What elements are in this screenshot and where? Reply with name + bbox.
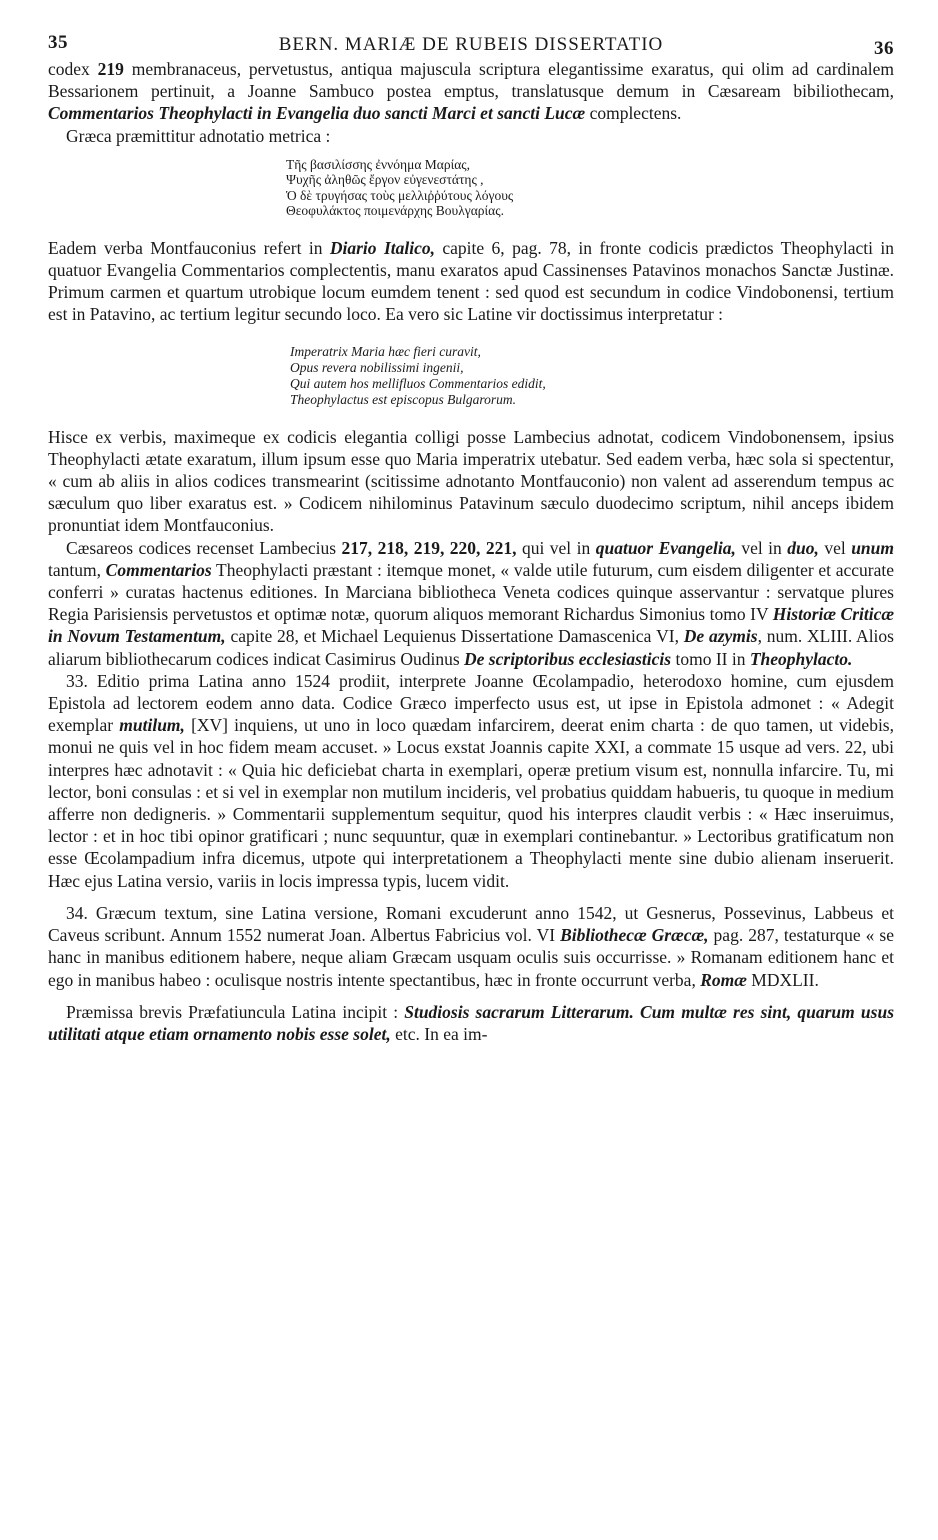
paragraph-section-33: 33. Editio prima Latina anno 1524 prodiit, interprete Joanne Œcolampadio, heterodoxo homine, cum ejusdem Epistola ad lectorem eodem anno data. Codice Græco imperfecto usus est, ut ipse in Epistola admonet : « Adegit exemplar mutilum, [XV] inquiens, ut uno in loco quædam infarcirem, deerat enim charta : de quo tamen, ut videbis, monui ne quis vel in hoc fidem meam accuset. » Locus exstat Joannis capite XXI, a commate 15 usque ad vers. 22, ubi interpres hæc adnotavit : « Quia hic deficiebat charta in exemplari, operæ pretium visum est, nonnulla infarcire. Tu, mi lector, boni consulas : et si vel in exemplar non mutilum incideris, vel probatius quiddam habueris, tu quoque in medium afferre non dedigneris. » Commentarii supplementum sequitur, quod his interpres claudit verbis : « Hæc inseruimus, lector : et in hoc tibi opinor gratificari ; nunc sequuntur, quæ in exemplari continebantur. » Lectoribus gratificatum non esse Œcolampadium infra dicemus, utpote qui interpretationem a Theophylacti mente sine dubio alienam inseruerit. Hæc ejus Latina versio, variis in locis impressa typis, lucem vidit. bbox=[48, 670, 894, 891]
running-title: BERN. MARIÆ DE RUBEIS DISSERTATIO bbox=[278, 34, 664, 55]
greek-verse-block bbox=[286, 157, 894, 219]
paragraph-caesareos-codices: Cæsareos codices recenset Lambecius 217, 218, 219, 220, 221, qui vel in quatuor Evangelia, vel in duo, vel unum tantum, Commentarios Theophylacti præstant : itemque monet, « valde utile futurum, cum eisdem diligenter et accurate conferri » curatas hactenus editiones. In Marciana bibliotheca Veneta codices quinque asservantur : servatque plures Regia Parisiensis pervetustos et optimæ notæ, quorum aliquos memorant Richardus Simonius tomo IV Historiæ Criticæ in Novum Testamentum, capite 28, et Michael Lequienus Dissertatione Damascenica VI, De azymis, num. XLIII. Alios aliarum bibliothecarum codices indicat Casimirus Oudinus De scriptoribus ecclesiasticis tomo II in Theophylacto. bbox=[48, 537, 894, 669]
paragraph-praefatiuncula: Præmissa brevis Præfatiuncula Latina incipit : Studiosis sacrarum Litterarum. Cum multæ res sint, quarum usus utilitati atque etiam ornamento nobis esse solet, etc. In ea im- bbox=[48, 1001, 894, 1044]
paragraph-section-34: 34. Græcum textum, sine Latina versione, Romani excuderunt anno 1542, ut Gesnerus, Possevinus, Labbeus et Caveus scribunt. Annum 1552 numerat Joan. Albertus Fabricius vol. VI Bibliothecæ Græcæ, pag. 287, testaturque « se hanc in manibus editionem habere, neque aliam Græcam usquam oculis suis occurrisse. » Romanam editionem hanc et ego in manibus habeo : oculisque nostris intente spectantibus, hæc in fronte occurrunt verba, Romæ MDXLII. bbox=[48, 902, 894, 990]
paragraph-codex-219: codex 219 membranaceus, pervetustus, antiqua majuscula scriptura elegantissime exaratus, qui olim ad cardinalem Bessarionem pertinuit, a Joanne Sambuco postea emptus, translatusque demum in Cæsaream bibiliothecam, Commentarios Theophylacti in Evangelia duo sancti Marci et sancti Lucæ complectens. bbox=[48, 59, 894, 124]
greek-verse-line: Θεοφυλάκτος ποιμενάρχης Βουλγαρίας. bbox=[286, 203, 504, 219]
latin-verse-line: Theophylactus est episcopus Bulgarorum. bbox=[290, 391, 516, 407]
page-number-left: 35 bbox=[48, 32, 68, 53]
greek-verse-line: Τῆς βασιλίσσης ἐννόημα Μαρίας, bbox=[286, 156, 471, 172]
latin-verse-line: Imperatrix Maria hæc fieri curavit, bbox=[290, 343, 481, 359]
paragraph-montfauconius: Eadem verba Montfauconius refert in Diario Italico, capite 6, pag. 78, in fronte codicis prædictos Theophylacti in quatuor Evangelia Commentarios complectentis, manu exaratos apud Cassinenses Patavinos monachos Sanctæ Justinæ. Primum carmen et quartum utrobique locum eumdem tenent : sed quod est secundum in codice Vindobonensi, tertium est in Patavino, ac tertium legitur secundo loco. Ea vero sic Latine vir doctissimus interpretatur : bbox=[48, 237, 894, 325]
greek-verse-line: Ψυχῆς ἀληθῶς ἔργον εὐγενεστάτης , bbox=[286, 172, 484, 188]
paragraph-greek-intro: Græca præmittitur adnotatio metrica : bbox=[66, 125, 331, 146]
latin-verse-block bbox=[290, 344, 894, 408]
latin-verse-line: Qui autem hos mellifluos Commentarios edidit, bbox=[290, 375, 546, 391]
greek-verse-line: Ὁ δὲ τρυγήσας τοὺς μελλιῤῥύτους λόγους bbox=[286, 187, 514, 203]
book-page bbox=[48, 30, 894, 1045]
paragraph-lambecius: Hisce ex verbis, maximeque ex codicis elegantia colligi posse Lambecius adnotat, codicem Vindobonensem, ipsius Theophylacti ætate exaratum, illum ipsum esse quo Maria imperatrix utebatur. Sed eadem verba, hæc sola si spectentur, « cum ab aliis in alios codices transmearint (scitissime adnotanto Montfauconio) non valent ad asserendum tempus ac sæculum quo liber exaratus est. » Codicem nihilominus Patavinum sæculo duodecimo scriptum, nihil anceps ibidem pronuntiat idem Montfauconius. bbox=[48, 426, 894, 536]
running-header bbox=[48, 30, 894, 58]
page-number-right: 36 bbox=[874, 38, 894, 59]
latin-verse-line: Opus revera nobilissimi ingenii, bbox=[290, 359, 464, 375]
